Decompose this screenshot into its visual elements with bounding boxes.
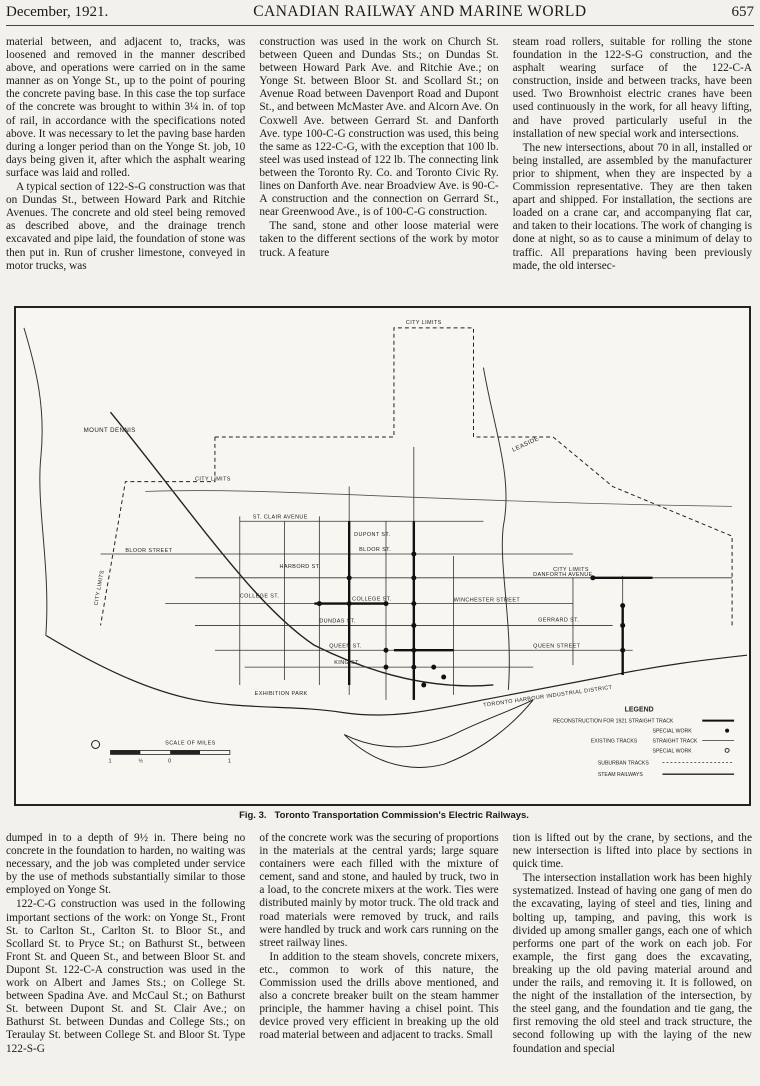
don-river	[483, 368, 509, 690]
text-column-2	[259, 832, 498, 1084]
label-harbour: TORONTO HARBOUR INDUSTRIAL DISTRICT	[482, 684, 613, 709]
map-legend	[553, 707, 734, 778]
figure-caption	[0, 810, 760, 821]
label-winchester: WINCHESTER STREET	[453, 597, 521, 604]
text-column-3	[513, 36, 752, 294]
scale-tick: ½	[138, 758, 144, 765]
text-column-3	[513, 832, 752, 1084]
header-date: December, 1921.	[6, 4, 109, 20]
railway-map	[16, 308, 749, 804]
label-city-limits: CITY LIMITS	[195, 476, 231, 483]
paragraph: The new intersections, about 70 in all, installed or being installed, are assembled by the manufacturer prior to shipment, when they are inspected by a Commission representative. They are then taken apart and shipped. For installation, the sections are loaded on a crane car, and accompanying flat car, and taken to their locations. The work of changing is done at night, so as to cause a minimum of delay to traffic. All preparations having been previously made, the old intersec-	[512, 141, 752, 272]
label-exhibition: EXHIBITION PARK	[254, 690, 308, 697]
caption-number: Fig. 3.	[239, 810, 267, 821]
lake-shoreline	[46, 635, 747, 715]
label-college-west: COLLEGE ST.	[239, 593, 280, 600]
scale-bar-segment	[170, 750, 200, 754]
label-queen: QUEEN ST.	[329, 643, 362, 650]
paragraph: steam road rollers, suitable for rolling the stone foundation in the 122-S-G construction, and the asphalt wearing surface of the 122-C-A construction, inside and between tracks, have been used. Two Brownhoist electric cranes have been used continuously in the work, for all heavy lifting, and have proved particularly useful in the installation of new special work and intersections.	[512, 36, 752, 140]
label-st-clair: ST. CLAIR AVENUE	[252, 514, 308, 521]
scale-title: SCALE OF MILES	[165, 740, 216, 747]
legend-reconstruction: RECONSTRUCTION FOR 1921 STRAIGHT TRACK	[553, 718, 674, 725]
label-city-limits: CITY LIMITS	[405, 319, 442, 326]
legend-title: LEGEND	[624, 706, 654, 714]
journal-title: CANADIAN RAILWAY AND MARINE WORLD	[253, 3, 587, 20]
label-harbord: HARBORD ST.	[279, 563, 321, 570]
label-city-limits: CITY LIMITS	[553, 566, 589, 573]
scale-tick: 1	[227, 758, 232, 765]
page-number: 657	[731, 4, 754, 20]
paragraph: dumped in to a depth of 9½ in. There being no concrete in the foundation to harden, no waiting was necessary, and the job was completed under service by the use of methods substantially similar to those employed on Yonge St.	[6, 832, 246, 897]
paragraph: of the concrete work was the securing of proportions in the materials at the central yards; large square containers were each filled with the mixture of cement, sand and stone, and hauled by truck, two in a load, to the concrete mixers at the work. Ties were distributed mainly by motor truck. The old track and road materials were removed by truck, and rails were handled by truck and work cars running on the street railway lines.	[259, 832, 499, 949]
compass-icon	[92, 741, 100, 749]
humber-river	[24, 328, 47, 636]
text-column-1	[6, 36, 245, 294]
text-column-2	[259, 36, 498, 294]
label-gerrard: GERRARD ST.	[538, 617, 580, 624]
existing-tracks	[101, 447, 733, 700]
text-column-1	[6, 832, 245, 1084]
paragraph: In addition to the steam shovels, concrete mixers, etc., common to work of this nature, the Commission used the drills above mentioned, and also a concrete breaker built on the steam hammer principle, the hammer having a chisel point. This device proved very efficient in breaking up the old road material between and adjacent to tracks. Small	[259, 950, 499, 1042]
railway-map-figure	[14, 306, 751, 806]
label-dupont: DUPONT ST.	[354, 532, 391, 539]
label-danforth: DANFORTH AVENUE	[533, 571, 593, 578]
paragraph: 122-C-G construction was used in the following important sections of the work: on Yonge St., Front St. to Carlton St., Carlton St. to Bloor St., and Scollard St. to Pryce St.; on Bathurst St., between Front St. and Queen St., and between Bloor St. and Dupont St. 122-C-A construction was used in the work on Albert and James Sts.; on College St. between Spadina Ave. and McCaul St.; on Bathurst St. between Dupont St. and St. Clair Ave.; on Bathurst St. between Dundas and College Sts.; on Teraulay St. between College St. and Bloor St. Type 122-S-G	[6, 898, 246, 1055]
scale-tick: 0	[168, 758, 172, 765]
legend-steam: STEAM RAILWAYS	[597, 772, 643, 779]
legend-straight-track: STRAIGHT TRACK	[652, 738, 698, 745]
page-header	[6, 3, 754, 26]
legend-special-work: SPECIAL WORK	[652, 728, 692, 735]
bottom-text-columns	[6, 832, 752, 1084]
paragraph: A typical section of 122-S-G construction was that on Dundas St., between Howard Park and Ritchie Avenues. The concrete and old steel being removed as described above, and the drainage trench excavated and pipe laid, the foundation of stone was then put in. Run of crusher limestone, conveyed in motor trucks, was	[6, 181, 246, 272]
paragraph: material between, and adjacent to, tracks, was loosened and removed in the manner described above, and operations were carried on in the same manner as on Yonge St., up to the point of pouring the concrete paving base. In this case the top surface of the concrete was brought to within 3¼ in. of top of rail, in accordance with the specifications noted above. It was necessary to let the paving base harden during a longer period than on the Yonge St. job, 10 days being given it, after which the asphalt wearing surface was laid and rolled.	[6, 36, 246, 179]
label-bloor: BLOOR ST.	[359, 547, 392, 554]
scale-bar-segment	[110, 750, 140, 754]
label-king: KING ST.	[334, 660, 361, 667]
label-city-limits: CITY LIMITS	[93, 569, 106, 606]
top-text-columns	[6, 36, 752, 294]
legend-special-work-existing: SPECIAL WORK	[652, 748, 692, 755]
toronto-islands	[344, 700, 533, 768]
paragraph: The sand, stone and other loose material were taken to the different sections of the work by motor truck. A feature	[259, 220, 499, 259]
label-leaside: LEASIDE	[511, 435, 541, 454]
steam-railway	[145, 491, 732, 507]
paragraph: construction was used in the work on Church St. between Queen and Dundas Sts.; on Dundas St. between Howard Park Ave. and Ritchie Ave.; on Yonge St. between Bloor St. and Scollard St.; on Avenue Road between Davenport Road and Dupont St., and between McMaster Ave. and Alcorn Ave. On Coxwell Ave. between Gerrard St. and Danforth Ave. type 100-C-G construction was used, this being the same as 122-C-G, with the exception that 100 lb. steel was used instead of 122 lb. The connecting link between the Toronto Ry. Co. and Toronto Civic Ry. lines on Danforth Ave. near Broadview Ave. is 90-C-A construction and the connection on Gerrard St., near Greenwood Ave., is of 100-C-G construction.	[259, 36, 499, 219]
legend-suburban: SUBURBAN TRACKS	[597, 760, 649, 767]
caption-text: Toronto Transportation Commission's Electric Railways.	[274, 810, 529, 821]
legend-existing-tracks: EXISTING TRACKS	[590, 738, 638, 745]
paragraph: The intersection installation work has been highly systematized. Instead of having one gang of men do the excavating, laying of steel and ties, lining and bolting up, tamping, and paving, this work is divided up among smaller gangs, each one of which performs one part of the work on each job. For example, the first gang does the excavating, breaking up the old paving material around and under the rails, and removing it. It is followed, on the night of the installation of the intersection, by the steel gang, and the foundation and tie gang, the first removing the old steel and track structure, the second following up with the laying of the new foundation and special	[512, 872, 752, 1055]
label-queen-east: QUEEN STREET	[533, 643, 581, 650]
label-dundas: DUNDAS ST.	[319, 618, 356, 625]
label-college: COLLEGE ST.	[352, 596, 392, 603]
scale-tick: 1	[108, 758, 112, 765]
label-bloor-west: BLOOR STREET	[125, 548, 173, 555]
label-mount-dennis: MOUNT DENNIS	[83, 427, 136, 434]
paragraph: tion is lifted out by the crane, by sections, and the new intersection is lifted into place by sections in quick time.	[512, 832, 752, 871]
